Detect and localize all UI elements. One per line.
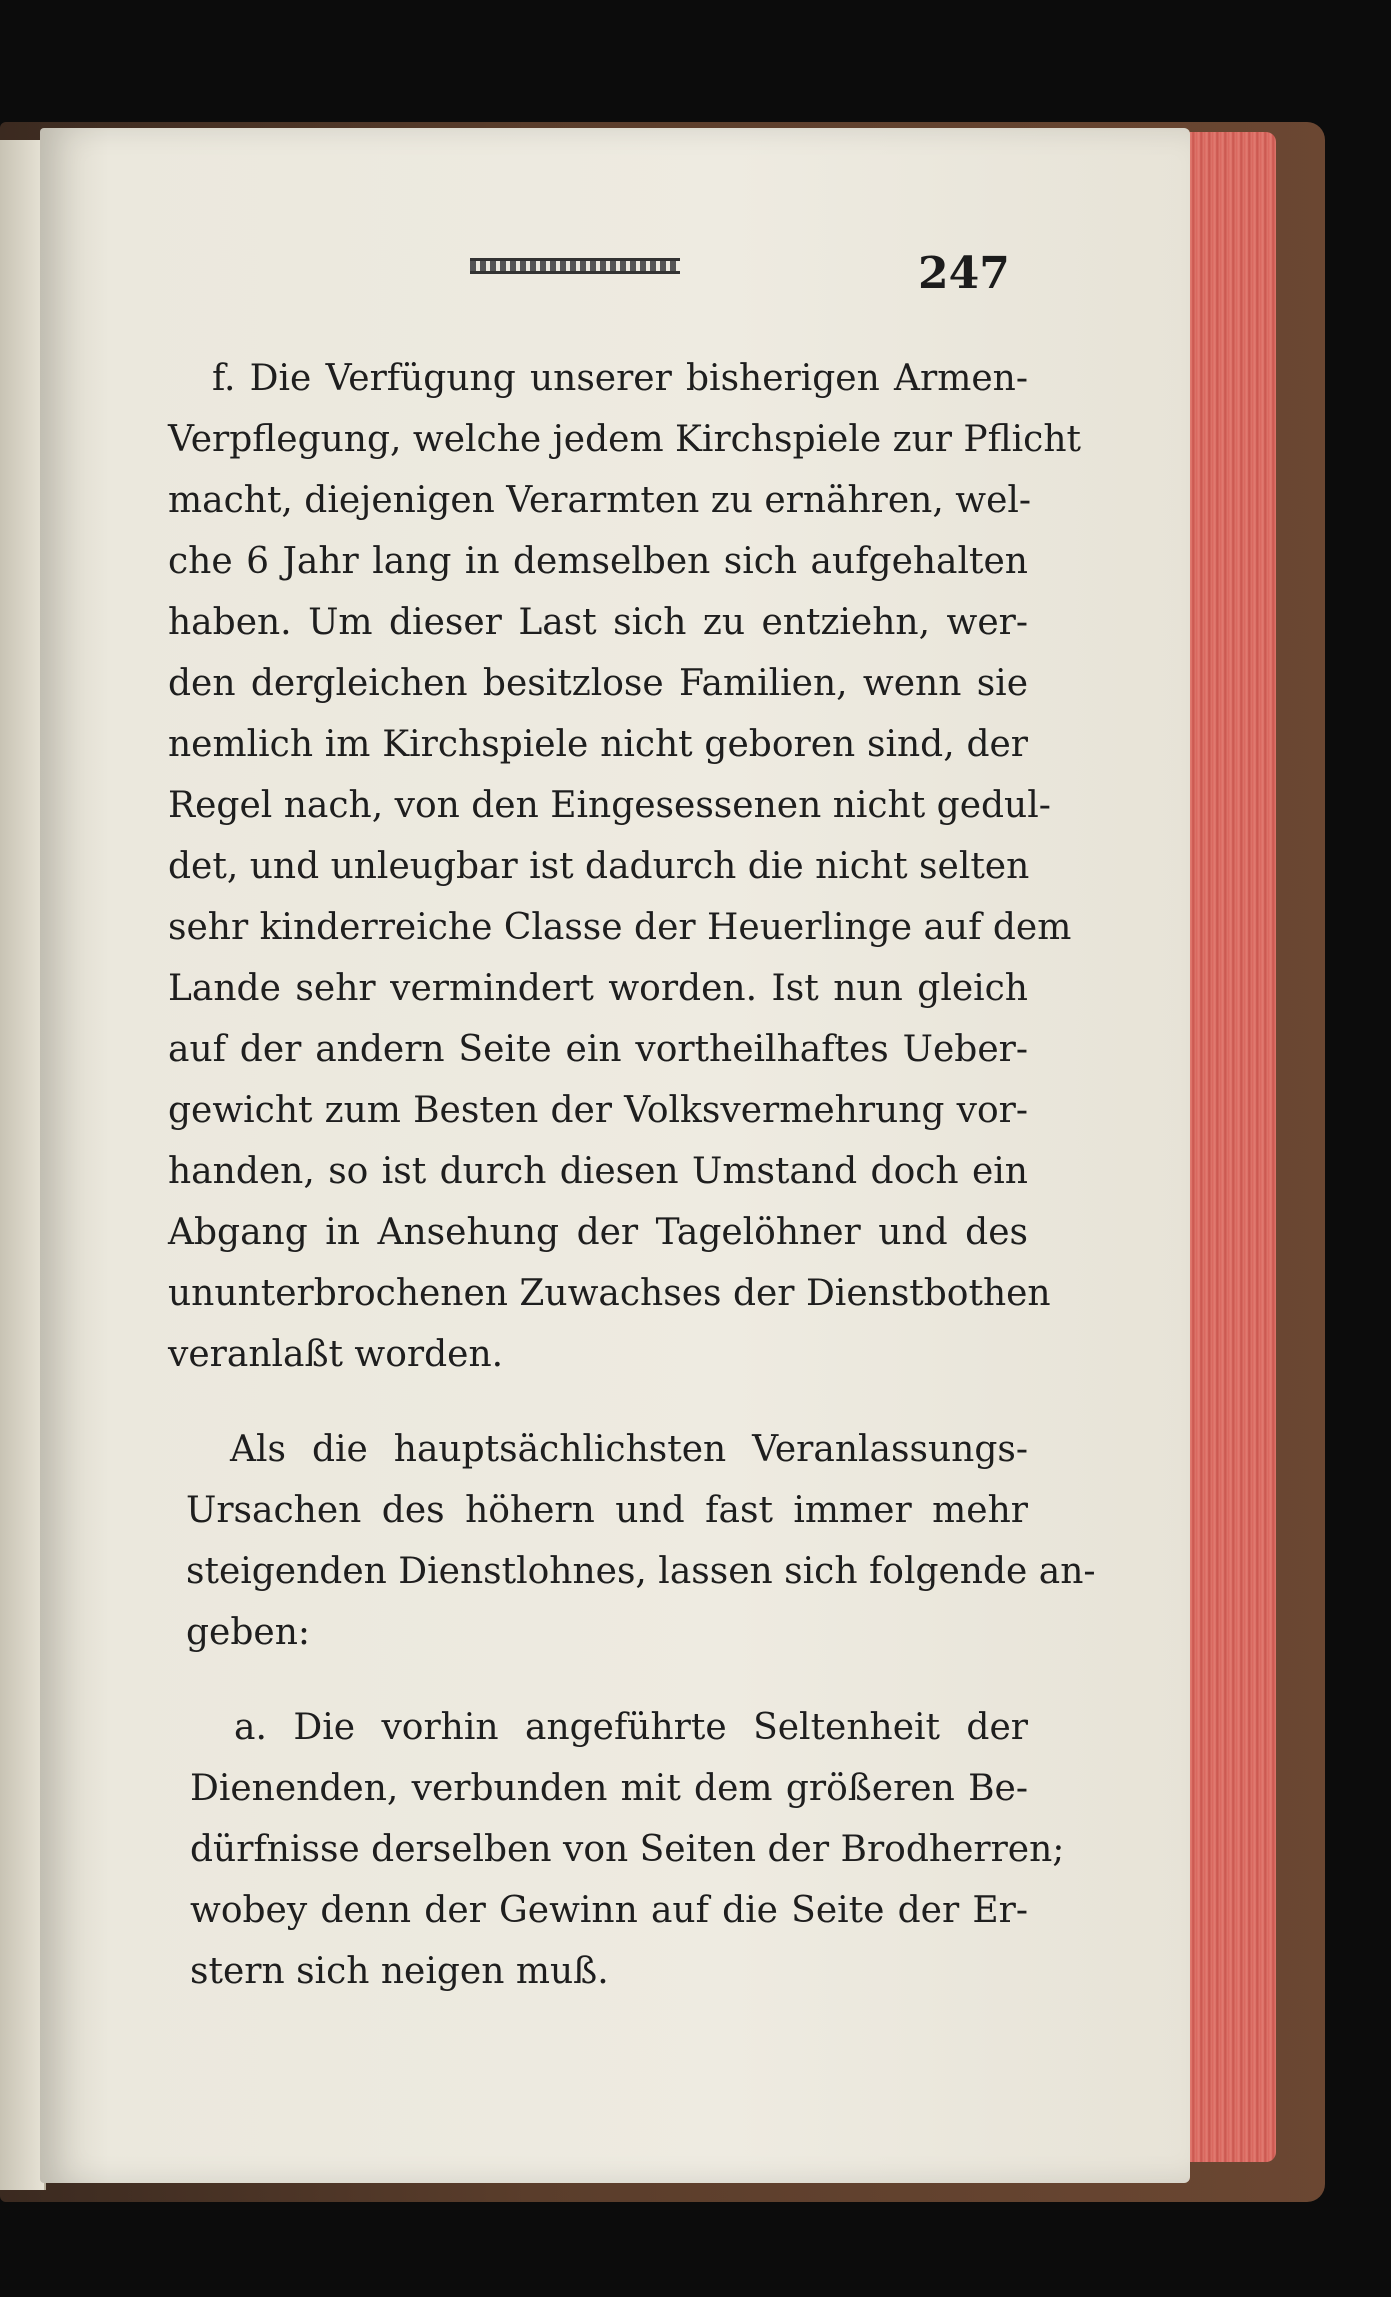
text-line: dürfnisse derselben von Seiten der Brodherren; bbox=[190, 1829, 1065, 1870]
text-line: wobey denn der Gewinn auf die Seite der Er- bbox=[190, 1890, 1028, 1931]
text-line: stern sich neigen muß. bbox=[190, 1951, 609, 1992]
text-line: det, und unleugbar ist dadurch die nicht selten bbox=[168, 846, 1030, 887]
page-number: 247 bbox=[918, 248, 1010, 299]
paragraph-causes bbox=[168, 1419, 1096, 1663]
text-line: nemlich im Kirchspiele nicht geboren sind, der bbox=[168, 724, 1028, 765]
text-line: handen, so ist durch diesen Umstand doch ein bbox=[168, 1151, 1028, 1192]
text-line: che 6 Jahr lang in demselben sich aufgehalten bbox=[168, 541, 1028, 582]
text-line: Abgang in Ansehung der Tagelöhner und des bbox=[168, 1212, 1028, 1253]
text-line: ununterbrochenen Zuwachses der Dienstbothen bbox=[168, 1273, 1051, 1314]
text-line: f. Die Verfügung unserer bisherigen Armen- bbox=[212, 358, 1028, 399]
text-line: Lande sehr vermindert worden. Ist nun gleich bbox=[168, 968, 1028, 1009]
text-line: Verpflegung, welche jedem Kirchspiele zur Pflicht bbox=[168, 419, 1081, 460]
page-text bbox=[168, 348, 1096, 2036]
paragraph-a bbox=[168, 1697, 1065, 2002]
text-line: steigenden Dienstlohnes, lassen sich folgende an- bbox=[186, 1551, 1096, 1592]
text-line: geben: bbox=[186, 1612, 311, 1653]
paragraph-f bbox=[168, 348, 1081, 1385]
text-line: haben. Um dieser Last sich zu entziehn, wer- bbox=[168, 602, 1028, 643]
text-line: Dienenden, verbunden mit dem größeren Be- bbox=[190, 1768, 1028, 1809]
text-line: auf der andern Seite ein vortheilhaftes Ueber- bbox=[168, 1029, 1028, 1070]
text-line: a. Die vorhin angeführte Seltenheit der bbox=[234, 1707, 1028, 1748]
text-line: gewicht zum Besten der Volksvermehrung vor- bbox=[168, 1090, 1028, 1131]
text-line: macht, diejenigen Verarmten zu ernähren, wel- bbox=[168, 480, 1032, 521]
text-line: Regel nach, von den Eingesessenen nicht gedul- bbox=[168, 785, 1051, 826]
text-line: Als die hauptsächlichsten Veranlassungs- bbox=[230, 1429, 1028, 1470]
text-line: Ursachen des höhern und fast immer mehr bbox=[186, 1490, 1028, 1531]
header-ornament bbox=[470, 258, 680, 274]
text-line: sehr kinderreiche Classe der Heuerlinge auf dem bbox=[168, 907, 1072, 948]
text-line: veranlaßt worden. bbox=[168, 1334, 504, 1375]
text-line: den dergleichen besitzlose Familien, wenn sie bbox=[168, 663, 1028, 704]
